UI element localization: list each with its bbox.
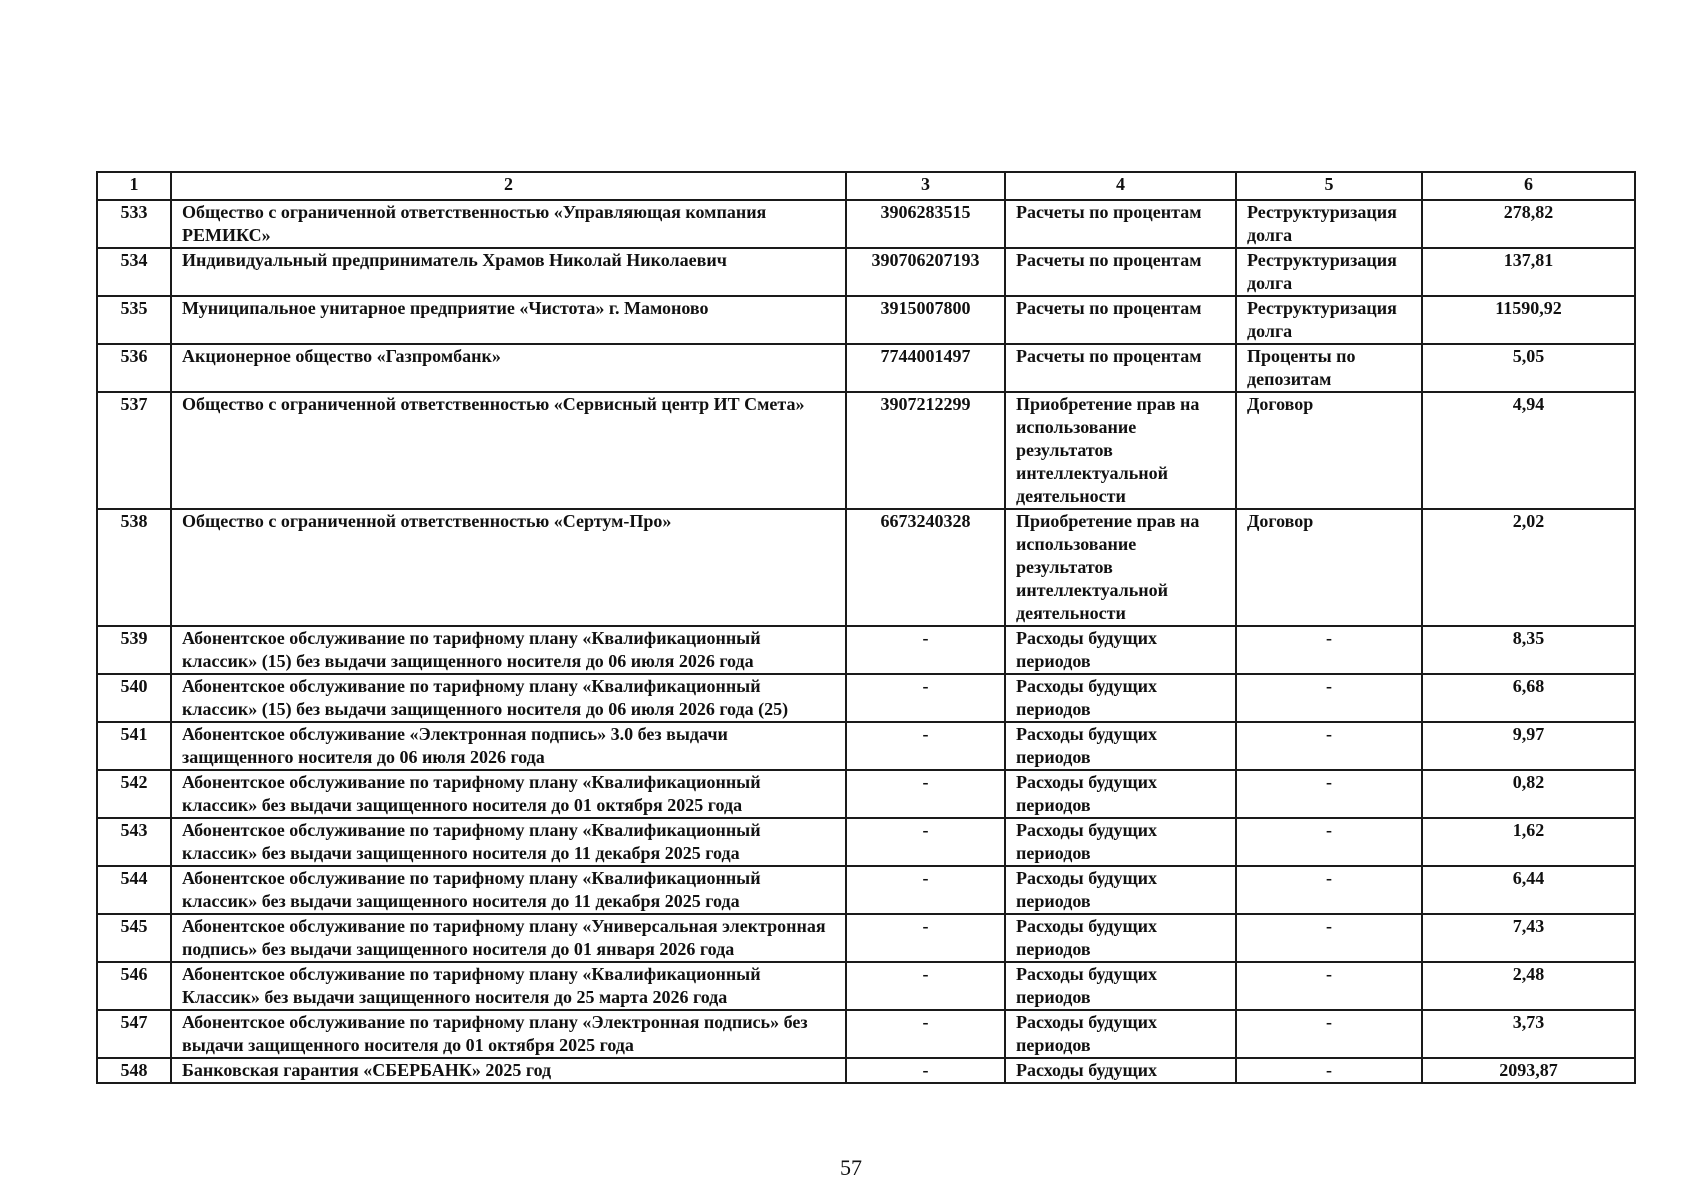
- table-row: [97, 770, 1635, 818]
- type-cell: Расходы будущих периодов: [1005, 626, 1236, 674]
- inn-cell: -: [846, 674, 1005, 722]
- table-row: [97, 296, 1635, 344]
- table-header-row: [97, 172, 1635, 200]
- sum-cell: 9,97: [1422, 722, 1635, 770]
- name-cell: Муниципальное унитарное предприятие «Чистота» г. Мамоново: [171, 296, 846, 344]
- inn-cell: -: [846, 722, 1005, 770]
- page-number: 57: [840, 1155, 862, 1180]
- name-cell: Банковская гарантия «СБЕРБАНК» 2025 год: [171, 1058, 846, 1083]
- name-cell: Абонентское обслуживание по тарифному плану «Квалификационный классик» без выдачи защищенного носителя до 11 декабря 2025 года: [171, 818, 846, 866]
- basis-cell: -: [1236, 674, 1422, 722]
- type-cell: Расходы будущих периодов: [1005, 818, 1236, 866]
- row-number-cell: 543: [97, 818, 171, 866]
- name-cell: Абонентское обслуживание по тарифному плану «Квалификационный классик» без выдачи защищенного носителя до 11 декабря 2025 года: [171, 866, 846, 914]
- sum-cell: 11590,92: [1422, 296, 1635, 344]
- type-cell: Расчеты по процентам: [1005, 248, 1236, 296]
- basis-cell: -: [1236, 1058, 1422, 1083]
- row-number-cell: 541: [97, 722, 171, 770]
- table-row: [97, 818, 1635, 866]
- sum-cell: 137,81: [1422, 248, 1635, 296]
- table-row: [97, 866, 1635, 914]
- type-cell: Расходы будущих периодов: [1005, 770, 1236, 818]
- inn-cell: -: [846, 866, 1005, 914]
- inn-cell: -: [846, 962, 1005, 1010]
- sum-cell: 2,48: [1422, 962, 1635, 1010]
- sum-cell: 278,82: [1422, 200, 1635, 248]
- sum-cell: 6,44: [1422, 866, 1635, 914]
- type-cell: Расчеты по процентам: [1005, 344, 1236, 392]
- type-cell: Расходы будущих периодов: [1005, 722, 1236, 770]
- row-number-cell: 545: [97, 914, 171, 962]
- inn-cell: -: [846, 1010, 1005, 1058]
- name-cell: Абонентское обслуживание по тарифному плану «Квалификационный Классик» без выдачи защищенного носителя до 25 марта 2026 года: [171, 962, 846, 1010]
- basis-cell: -: [1236, 1010, 1422, 1058]
- row-number-cell: 548: [97, 1058, 171, 1083]
- table-row: [97, 509, 1635, 626]
- type-cell: Расходы будущих периодов: [1005, 914, 1236, 962]
- row-number-cell: 533: [97, 200, 171, 248]
- type-cell: Приобретение прав на использование результатов интеллектуальной деятельности: [1005, 392, 1236, 509]
- sum-cell: 5,05: [1422, 344, 1635, 392]
- basis-cell: -: [1236, 914, 1422, 962]
- sum-cell: 2093,87: [1422, 1058, 1635, 1083]
- header-cell: 1: [97, 172, 171, 200]
- sum-cell: 8,35: [1422, 626, 1635, 674]
- table-row: [97, 344, 1635, 392]
- name-cell: Абонентское обслуживание по тарифному плану «Электронная подпись» без выдачи защищенного носителя до 01 октября 2025 года: [171, 1010, 846, 1058]
- basis-cell: Реструктуризация долга: [1236, 296, 1422, 344]
- inn-cell: -: [846, 914, 1005, 962]
- inn-cell: 390706207193: [846, 248, 1005, 296]
- table-row: [97, 962, 1635, 1010]
- basis-cell: -: [1236, 770, 1422, 818]
- document-table: [96, 171, 1636, 1084]
- row-number-cell: 534: [97, 248, 171, 296]
- name-cell: Общество с ограниченной ответственностью «Сервисный центр ИТ Смета»: [171, 392, 846, 509]
- basis-cell: Реструктуризация долга: [1236, 248, 1422, 296]
- sum-cell: 7,43: [1422, 914, 1635, 962]
- inn-cell: 3915007800: [846, 296, 1005, 344]
- row-number-cell: 539: [97, 626, 171, 674]
- row-number-cell: 547: [97, 1010, 171, 1058]
- basis-cell: -: [1236, 962, 1422, 1010]
- inn-cell: -: [846, 1058, 1005, 1083]
- table-row: [97, 248, 1635, 296]
- basis-cell: Проценты по депозитам: [1236, 344, 1422, 392]
- type-cell: Расходы будущих периодов: [1005, 866, 1236, 914]
- sum-cell: 0,82: [1422, 770, 1635, 818]
- table-row: [97, 200, 1635, 248]
- basis-cell: -: [1236, 626, 1422, 674]
- type-cell: Расходы будущих периодов: [1005, 1010, 1236, 1058]
- row-number-cell: 544: [97, 866, 171, 914]
- header-cell: 4: [1005, 172, 1236, 200]
- basis-cell: Договор: [1236, 392, 1422, 509]
- sum-cell: 1,62: [1422, 818, 1635, 866]
- sum-cell: 2,02: [1422, 509, 1635, 626]
- inn-cell: 3906283515: [846, 200, 1005, 248]
- inn-cell: -: [846, 770, 1005, 818]
- type-cell: Расчеты по процентам: [1005, 200, 1236, 248]
- table-row: [97, 674, 1635, 722]
- basis-cell: -: [1236, 866, 1422, 914]
- table-row: [97, 1010, 1635, 1058]
- inn-cell: 7744001497: [846, 344, 1005, 392]
- header-cell: 3: [846, 172, 1005, 200]
- row-number-cell: 538: [97, 509, 171, 626]
- type-cell: Расходы будущих периодов: [1005, 962, 1236, 1010]
- basis-cell: Реструктуризация долга: [1236, 200, 1422, 248]
- basis-cell: -: [1236, 818, 1422, 866]
- row-number-cell: 542: [97, 770, 171, 818]
- name-cell: Абонентское обслуживание по тарифному плану «Универсальная электронная подпись» без выдачи защищенного носителя до 01 января 2026 года: [171, 914, 846, 962]
- row-number-cell: 546: [97, 962, 171, 1010]
- inn-cell: -: [846, 818, 1005, 866]
- table-row: [97, 1058, 1635, 1083]
- inn-cell: 3907212299: [846, 392, 1005, 509]
- name-cell: Абонентское обслуживание «Электронная подпись» 3.0 без выдачи защищенного носителя до 06 июля 2026 года: [171, 722, 846, 770]
- sum-cell: 3,73: [1422, 1010, 1635, 1058]
- inn-cell: -: [846, 626, 1005, 674]
- name-cell: Абонентское обслуживание по тарифному плану «Квалификационный классик» без выдачи защищенного носителя до 01 октября 2025 года: [171, 770, 846, 818]
- row-number-cell: 540: [97, 674, 171, 722]
- header-cell: 5: [1236, 172, 1422, 200]
- row-number-cell: 537: [97, 392, 171, 509]
- name-cell: Акционерное общество «Газпромбанк»: [171, 344, 846, 392]
- basis-cell: Договор: [1236, 509, 1422, 626]
- name-cell: Абонентское обслуживание по тарифному плану «Квалификационный классик» (15) без выдачи защищенного носителя до 06 июля 2026 года (25): [171, 674, 846, 722]
- name-cell: Абонентское обслуживание по тарифному плану «Квалификационный классик» (15) без выдачи защищенного носителя до 06 июля 2026 года: [171, 626, 846, 674]
- row-number-cell: 536: [97, 344, 171, 392]
- name-cell: Индивидуальный предприниматель Храмов Николай Николаевич: [171, 248, 846, 296]
- header-cell: 2: [171, 172, 846, 200]
- inn-cell: 6673240328: [846, 509, 1005, 626]
- header-cell: 6: [1422, 172, 1635, 200]
- table-row: [97, 914, 1635, 962]
- type-cell: Приобретение прав на использование результатов интеллектуальной деятельности: [1005, 509, 1236, 626]
- basis-cell: -: [1236, 722, 1422, 770]
- name-cell: Общество с ограниченной ответственностью «Управляющая компания РЕМИКС»: [171, 200, 846, 248]
- table-row: [97, 722, 1635, 770]
- sum-cell: 6,68: [1422, 674, 1635, 722]
- type-cell: Расчеты по процентам: [1005, 296, 1236, 344]
- name-cell: Общество с ограниченной ответственностью «Сертум-Про»: [171, 509, 846, 626]
- type-cell: Расходы будущих периодов: [1005, 674, 1236, 722]
- table-row: [97, 392, 1635, 509]
- type-cell: Расходы будущих: [1005, 1058, 1236, 1083]
- row-number-cell: 535: [97, 296, 171, 344]
- sum-cell: 4,94: [1422, 392, 1635, 509]
- table-row: [97, 626, 1635, 674]
